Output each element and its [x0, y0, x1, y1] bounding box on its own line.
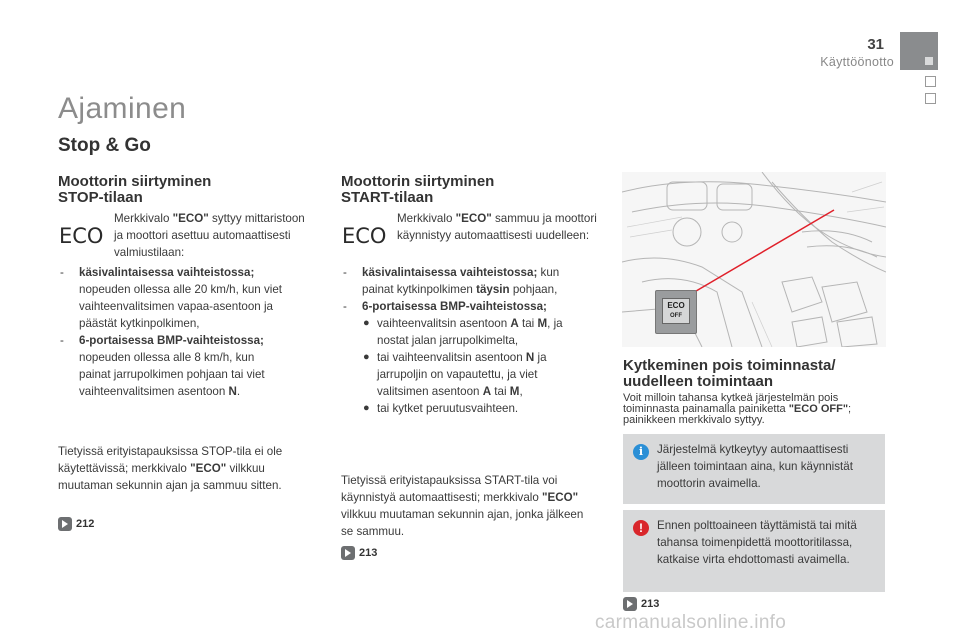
arrow-right-icon: [341, 546, 355, 560]
eco-indicator-icon: ECO: [59, 224, 104, 248]
left-intro: Merkkivalo "ECO" syttyy mittaristoon ja moottori asettuu automaattisesti valmiustilaan:: [114, 212, 305, 259]
bullet-item: ● tai vaihteenvalitsin asentoon N ja jarrupoljin on vapautettu, ja viet valitsimen asentoon A tai M,: [363, 351, 547, 398]
page-number: 31: [867, 36, 884, 53]
eco-indicator-icon: ECO: [342, 224, 387, 248]
eco-off-button[interactable]: [655, 290, 697, 334]
right-heading: [623, 358, 836, 390]
bullet-item: ● vaihteenvalitsin asentoon A tai M, ja nostat jalan jarrupolkimelta,: [363, 317, 563, 347]
chapter-tab-empty: [925, 76, 936, 87]
watermark: carmanualsonline.info: [595, 612, 787, 633]
bullet-item: ● tai kytket peruutusvaihteen.: [363, 402, 519, 415]
left-heading: [58, 174, 211, 206]
list-item: - käsivalintaisessa vaihteistossa; nopeuden ollessa alle 20 km/h, kun viet vaihteenvalitsimen vapaa-asentoon ja päästät kytkinpolkimen,: [60, 266, 283, 330]
middle-list: [341, 264, 606, 417]
middle-note: Tietyissä erityistapauksissa START-tila voi käynnistyä automaattisesti; merkkivalo "ECO" vilkkuu muutaman sekunnin ajan, jonka jälkeen se sammuu.: [341, 474, 584, 538]
middle-heading: [341, 174, 494, 206]
eco-off-button-face: ECO OFF: [662, 298, 690, 324]
warning-box: ! Ennen polttoaineen täyttämistä tai mitä tahansa toimenpidettä moottoritilassa, katkaise virta ehdottomasti avaimella.: [623, 510, 885, 592]
warning-icon: !: [633, 520, 649, 536]
right-heading-line2: uudelleen toimintaan: [623, 373, 774, 390]
page-reference-link[interactable]: 213: [341, 546, 377, 560]
chapter-tab: [900, 32, 938, 70]
list-item: - 6-portaisessa BMP-vaihteistossa; nopeuden ollessa alle 8 km/h, kun painat jarrupolkimen pohjaan tai viet vaihteenvalitsimen asentoon N.: [60, 334, 265, 398]
list-item: - 6-portaisessa BMP-vaihteistossa; ● vaihteenvalitsin asentoon A tai M, ja nostat jalan jarrupolkimelta, ● tai vaihteenvalitsin asentoon N ja jarrupoljin on vapautettu, ja viet valitsimen asentoon A tai M, ● tai kytket peruutusvaihteen.: [341, 298, 606, 417]
right-heading-line1: Kytkeminen pois toiminnasta/: [623, 357, 836, 374]
info-box: i Järjestelmä kytkeytyy automaattisesti jälleen toimintaan aina, kun käynnistät moottorin avaimella.: [623, 434, 885, 504]
middle-intro: Merkkivalo "ECO" sammuu ja moottori käynnistyy automaattisesti uudelleen:: [397, 212, 597, 242]
left-list: [58, 264, 303, 400]
middle-heading-line1: Moottorin siirtyminen: [341, 173, 495, 190]
middle-heading-line2: START-tilaan: [341, 189, 434, 206]
arrow-right-icon: [58, 517, 72, 531]
info-icon: i: [633, 444, 649, 460]
right-text: Voit milloin tahansa kytkeä järjestelmän pois toiminnasta painamalla painiketta "ECO OFF"; painikkeen merkkivalo syttyy.: [623, 392, 852, 426]
list-item: - käsivalintaisessa vaihteistossa; kun painat kytkinpolkimen täysin pohjaan,: [343, 266, 560, 296]
left-note: Tietyissä erityistapauksissa STOP-tila ei ole käytettävissä; merkkivalo "ECO" vilkkuu muutaman sekunnin ajan ja sammuu sitten.: [58, 445, 283, 492]
arrow-right-icon: [623, 597, 637, 611]
page-title: Ajaminen: [58, 92, 187, 125]
left-heading-line2: STOP-tilaan: [58, 189, 143, 206]
section-name: Käyttöönotto: [820, 55, 894, 69]
page-reference-link[interactable]: 212: [58, 517, 94, 531]
left-heading-line1: Moottorin siirtyminen: [58, 173, 212, 190]
chapter-tab-empty: [925, 93, 936, 104]
section-subtitle: Stop & Go: [58, 135, 151, 156]
page-reference-link[interactable]: 213: [623, 597, 659, 611]
